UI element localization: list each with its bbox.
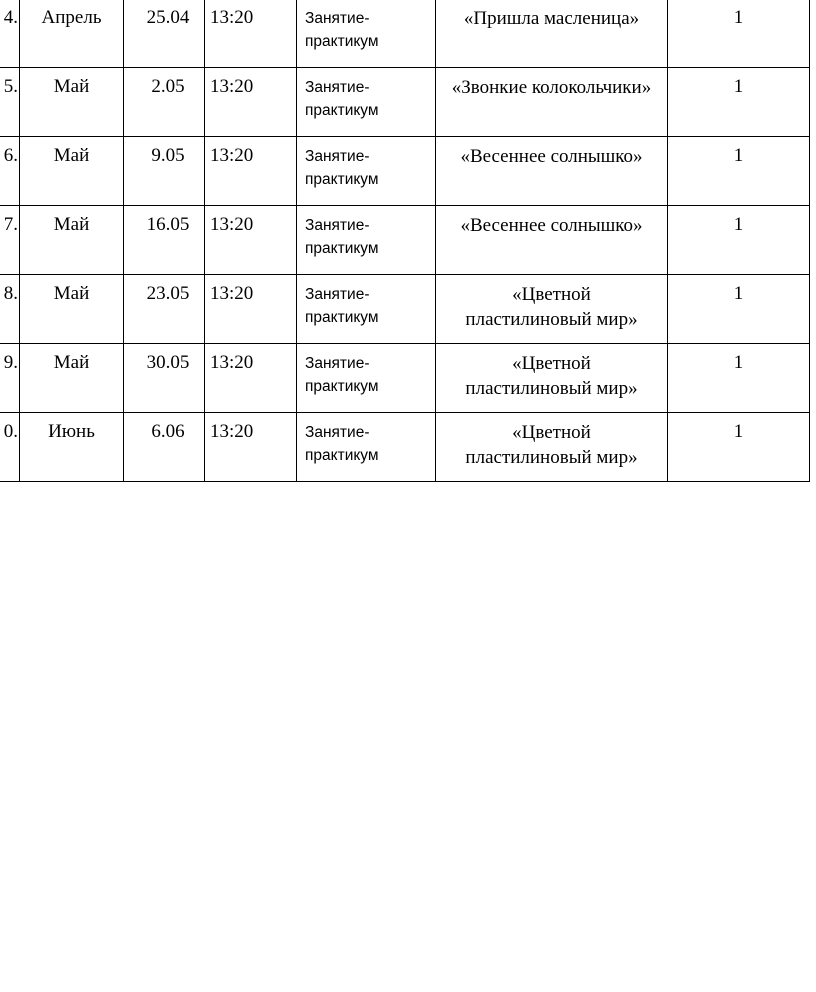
row-topic [436, 344, 667, 401]
cell-topic [436, 206, 668, 275]
cell-time [205, 413, 297, 482]
row-topic-line-1: «Цветной [512, 353, 591, 374]
row-time: 13:20 [210, 145, 254, 166]
row-time: 13:20 [210, 76, 254, 97]
cell-month [20, 206, 124, 275]
row-topic-line-1: «Звонкие колокольчики» [451, 77, 652, 98]
row-topic [436, 275, 667, 332]
cell-date [124, 344, 205, 413]
table-row [0, 344, 810, 413]
cell-date [124, 68, 205, 137]
row-topic-line-2: пластилиновый мир» [465, 309, 638, 330]
cell-number [0, 413, 20, 482]
row-topic [436, 413, 667, 470]
row-number: 8. [3, 283, 18, 304]
row-topic-line-1: «Цветной [512, 284, 591, 305]
row-form-line-1: Занятие- [305, 148, 370, 165]
row-hours: 1 [733, 145, 744, 166]
cell-time [205, 206, 297, 275]
row-form [297, 344, 435, 398]
row-topic-line-2: пластилиновый мир» [465, 447, 638, 468]
cell-topic [436, 0, 668, 68]
cell-time [205, 344, 297, 413]
cell-form [297, 344, 436, 413]
row-form-line-1: Занятие- [305, 79, 370, 96]
cell-time [205, 275, 297, 344]
cell-topic [436, 275, 668, 344]
cell-hours [668, 137, 810, 206]
cell-date [124, 206, 205, 275]
row-month: Май [53, 76, 90, 97]
table-row [0, 413, 810, 482]
row-time: 13:20 [210, 421, 254, 442]
table-row [0, 206, 810, 275]
row-date: 2.05 [151, 76, 185, 97]
cell-hours [668, 206, 810, 275]
cell-date [124, 275, 205, 344]
row-form [297, 275, 435, 329]
cell-hours [668, 0, 810, 68]
cell-number [0, 137, 20, 206]
cell-time [205, 0, 297, 68]
row-date: 6.06 [151, 421, 185, 442]
row-month: Апрель [41, 7, 102, 28]
row-hours: 1 [733, 214, 744, 235]
cell-form [297, 275, 436, 344]
row-date: 9.05 [151, 145, 185, 166]
row-form-line-1: Занятие- [305, 286, 370, 303]
row-form [297, 137, 435, 191]
cell-hours [668, 344, 810, 413]
row-time: 13:20 [210, 214, 254, 235]
cell-hours [668, 68, 810, 137]
row-form-line-1: Занятие- [305, 424, 370, 441]
table-row [0, 68, 810, 137]
schedule-table-body [0, 0, 810, 482]
row-month: Май [53, 145, 90, 166]
cell-month [20, 0, 124, 68]
row-time: 13:20 [210, 7, 254, 28]
row-month: Июнь [48, 421, 95, 442]
row-date: 16.05 [146, 214, 190, 235]
row-form [297, 0, 435, 53]
row-month: Май [53, 352, 90, 373]
row-form-line-2: практикум [305, 240, 379, 257]
row-form-line-2: практикум [305, 171, 379, 188]
table-row [0, 0, 810, 68]
row-month: Май [53, 214, 90, 235]
cell-month [20, 137, 124, 206]
row-hours: 1 [733, 76, 744, 97]
row-form [297, 413, 435, 467]
cell-hours [668, 413, 810, 482]
cell-topic [436, 137, 668, 206]
row-number: 5. [3, 76, 18, 97]
cell-time [205, 68, 297, 137]
row-topic-line-1: «Цветной [512, 422, 591, 443]
row-topic-line-1: «Весеннее солнышко» [460, 215, 643, 236]
cell-month [20, 68, 124, 137]
cell-month [20, 275, 124, 344]
row-hours: 1 [733, 352, 744, 373]
cell-form [297, 0, 436, 68]
row-time: 13:20 [210, 352, 254, 373]
row-number: 9. [3, 352, 18, 373]
row-form-line-2: практикум [305, 102, 379, 119]
cell-date [124, 0, 205, 68]
cell-number [0, 0, 20, 68]
table-row [0, 137, 810, 206]
cell-hours [668, 275, 810, 344]
row-form-line-2: практикум [305, 33, 379, 50]
cell-time [205, 137, 297, 206]
row-topic-line-1: «Весеннее солнышко» [460, 146, 643, 167]
row-topic-line-2: пластилиновый мир» [465, 378, 638, 399]
cell-topic [436, 68, 668, 137]
row-date: 30.05 [146, 352, 190, 373]
row-date: 23.05 [146, 283, 190, 304]
row-form-line-2: практикум [305, 309, 379, 326]
row-time: 13:20 [210, 283, 254, 304]
row-number: 4. [3, 7, 18, 28]
cell-form [297, 137, 436, 206]
row-topic [436, 0, 667, 31]
cell-topic [436, 413, 668, 482]
row-topic [436, 137, 667, 169]
row-number: 0. [3, 421, 18, 442]
row-form-line-1: Занятие- [305, 217, 370, 234]
row-form-line-1: Занятие- [305, 10, 370, 27]
row-number: 6. [3, 145, 18, 166]
row-number: 7. [3, 214, 18, 235]
cell-month [20, 413, 124, 482]
row-hours: 1 [733, 421, 744, 442]
row-topic-line-1: «Пришла масленица» [463, 8, 640, 29]
cell-number [0, 275, 20, 344]
schedule-table [0, 0, 810, 482]
row-month: Май [53, 283, 90, 304]
cell-date [124, 413, 205, 482]
cell-form [297, 206, 436, 275]
row-form-line-1: Занятие- [305, 355, 370, 372]
row-hours: 1 [733, 7, 744, 28]
row-topic [436, 206, 667, 238]
cell-number [0, 344, 20, 413]
cell-month [20, 344, 124, 413]
row-date: 25.04 [146, 7, 190, 28]
table-row [0, 275, 810, 344]
row-form-line-2: практикум [305, 378, 379, 395]
row-form-line-2: практикум [305, 447, 379, 464]
row-hours: 1 [733, 283, 744, 304]
cell-form [297, 68, 436, 137]
cell-number [0, 68, 20, 137]
cell-date [124, 137, 205, 206]
row-form [297, 68, 435, 122]
cell-topic [436, 344, 668, 413]
row-form [297, 206, 435, 260]
cell-form [297, 413, 436, 482]
cell-number [0, 206, 20, 275]
row-topic [436, 68, 667, 100]
